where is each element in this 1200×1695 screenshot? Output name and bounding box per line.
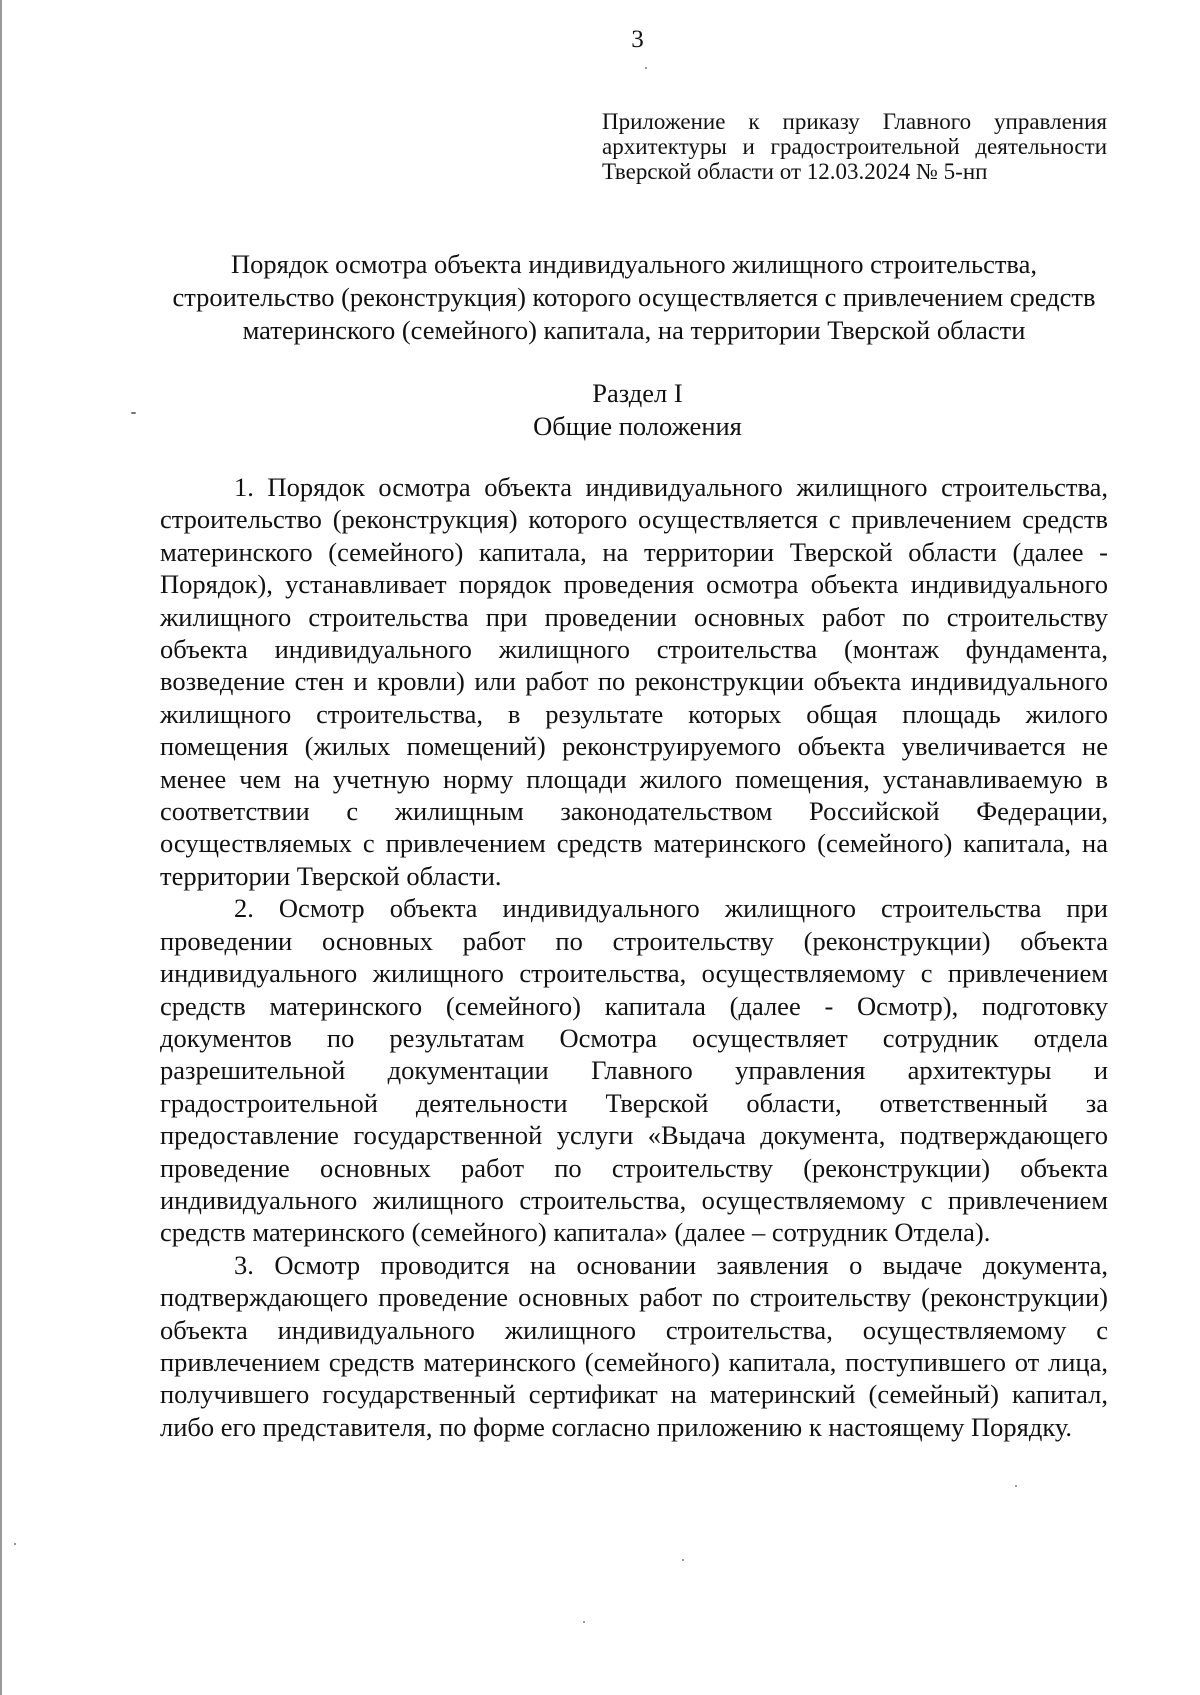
paragraph-2: 2. Осмотр объекта индивидуального жилищного строительства при проведении основных работ по строительству (реконструкции) объекта индивидуального жилищного строительства, осуществляемому с привлечением средств материнского (семейного) капитала (далее - Осмотр), подготовку документов по результатам Осмотра осуществляет сотрудник отдела разрешительной документации Главного управления архитектуры и градостроительной деятельности Тверской области, ответственный за предоставление государственной услуги «Выдача документа, подтверждающего проведение основных работ по строительству (реконструкции) объекта индивидуального жилищного строительства, осуществляемому с привлечением средств материнского (семейного) капитала» (далее – сотрудник Отдела). (160, 893, 1108, 1248)
scan-speck (682, 1559, 684, 1561)
scan-speck (14, 1543, 16, 1545)
scan-speck (583, 1621, 585, 1623)
section-title: Общие положения (533, 411, 742, 441)
scan-speck (131, 412, 136, 414)
page-number: 3 (631, 26, 644, 53)
document-title: Порядок осмотра объекта индивидуального жилищного строительства, строительство (реконструкция) которого осуществляется с привлечением средств материнского (семейного) капитала, на территории Тверской области (172, 249, 1096, 345)
section-number: Раздел I (592, 378, 683, 408)
appendix-note: Приложение к приказу Главного управления архитектуры и градостроительной деятельности Тверской области от 12.03.2024 № 5-нп (602, 109, 1107, 184)
paragraph-3: 3. Осмотр проводится на основании заявления о выдаче документа, подтверждающего проведение основных работ по строительству (реконструкции) объекта индивидуального жилищного строительства, осуществляемому с привлечением средств материнского (семейного) капитала, поступившего от лица, получившего государственный сертификат на материнский (семейный) капитал, либо его представителя, по форме согласно приложению к настоящему Порядку. (160, 1249, 1108, 1442)
page-edge (0, 0, 2, 1695)
scan-speck (645, 67, 647, 69)
paragraph-1: 1. Порядок осмотра объекта индивидуального жилищного строительства, строительство (реконструкция) которого осуществляется с привлечением средств материнского (семейного) капитала, на территории Тверской области (далее - Порядок), устанавливает порядок проведения осмотра объекта индивидуального жилищного строительства при проведении основных работ по строительству объекта индивидуального жилищного строительства (монтаж фундамента, возведение стен и кровли) или работ по реконструкции объекта индивидуального жилищного строительства, в результате которых общая площадь жилого помещения (жилых помещений) реконструируемого объекта увеличивается не менее чем на учетную норму площади жилого помещения, устанавливаемую в соответствии с жилищным законодательством Российской Федерации, осуществляемых с привлечением средств материнского (семейного) капитала, на территории Тверской области. (160, 472, 1108, 891)
scan-speck (1015, 1485, 1017, 1487)
body-text (160, 471, 1108, 1443)
